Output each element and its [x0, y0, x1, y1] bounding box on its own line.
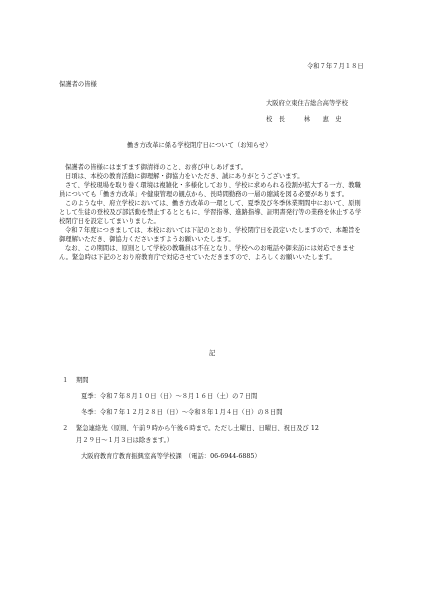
item1-number: １: [62, 377, 69, 384]
document-date: 令和７年７月１８日: [307, 63, 364, 70]
body-paragraph-request: 令和７年度につきましては、本校においては下記のとおり、学校閉庁日を設定いたしますので、本趣旨を御理解いただき、御協力くださいますようお願いいたします。: [59, 227, 361, 243]
sender-principal: 校 長 林 恵 史: [266, 116, 342, 123]
ki-heading: 記: [209, 350, 216, 357]
period-summer: 夏季：令和７年８月１０日（日）～８月１６日（土）の７日間: [81, 393, 258, 400]
body-paragraph-closure-policy: このような中、府立学校においては、働き方改革の一環として、夏季及び冬季休業期間中において、原則として生徒の登校及び部活動を禁止するとともに、学習指導、進路指導、証明書発行等の業務を休止する学校閉庁日を設定してまいりました。: [59, 200, 362, 225]
body-text: [59, 163, 364, 262]
body-paragraph-greeting: 保護者の皆様にはますます御清祥のこと、お喜び申しあげます。: [65, 164, 248, 171]
contact-office: 大阪府教育庁教育振興室高等学校課 （電話：06-6944-6885）: [81, 453, 261, 460]
item1-label: 期間: [76, 377, 89, 384]
item2-line1: 緊急連絡先（原則、午前９時から午後６時まで。ただし土曜日、日曜日、祝日及び 12: [76, 425, 319, 432]
body-paragraph-background: さて、学校現場を取り巻く環境は複雑化・多様化しており、学校に求められる役割が拡大する一方、教職員についても「働き方改革」や健康管理の観点から、長時間勤務の一層の縮減を図る必要があります。: [59, 182, 361, 198]
body-paragraph-emergency: なお、この期間は、原則として学校の教職員は不在となり、学校へのお電話や御来訪には対応できません。緊急時は下記のとおり府教育庁で対応させていただきますので、よろしくお願いいたします。: [59, 245, 355, 261]
item2-line2: 月２９日～１月３日は除きます。）: [76, 437, 174, 444]
period-winter: 冬季：令和７年１２月２８日（日）～令和８年１月４日（日）の８日間: [81, 409, 283, 416]
body-paragraph-thanks: 日頃は、本校の教育活動に御理解・御協力をいただき、誠にありがとうございます。: [65, 173, 304, 180]
item2-number: ２: [62, 425, 69, 432]
addressee: 保護者の皆様: [59, 81, 97, 88]
document-title: 働き方改革に係る学校閉庁日について（お知らせ）: [127, 142, 272, 149]
sender-school: 大阪府立東住吉総合高等学校: [266, 100, 348, 107]
